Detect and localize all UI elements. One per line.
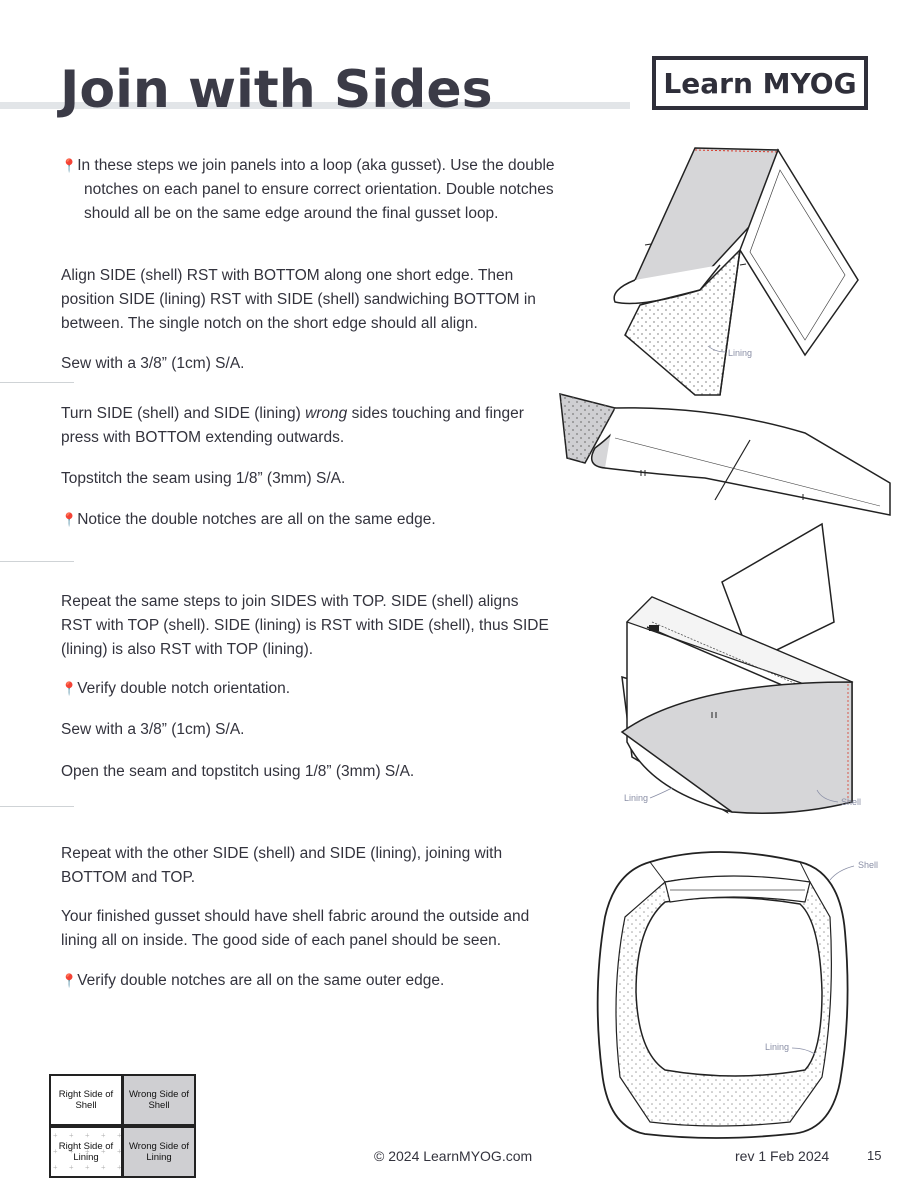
paragraph-repeat-top: Repeat the same steps to join SIDES with TOP. SIDE (shell) aligns RST with TOP (shell). SIDE (lining) is RST with SIDE (shell), thus SIDE (lining) is also RST with TOP (lining).	[61, 593, 549, 658]
illustration-finished-gusset	[590, 842, 890, 1142]
brand-logo: Learn MYOG	[652, 56, 868, 110]
legend-wrong-side-lining: Wrong Side of Lining	[122, 1126, 196, 1178]
paragraph-verify-outer: 📍Verify double notches are all on the same outer edge.	[61, 972, 445, 989]
pin-icon: 📍	[61, 158, 78, 173]
section-divider	[0, 382, 74, 383]
pin-icon: 📍	[61, 681, 78, 696]
lining-label: Lining	[624, 793, 649, 803]
paragraph-turn: Turn SIDE (shell) and SIDE (lining) wrong sides touching and finger press with BOTTOM extending outwards.	[61, 405, 524, 446]
paragraph-sew-2: Sew with a 3/8” (1cm) S/A.	[61, 721, 245, 738]
footer-revision: rev 1 Feb 2024	[735, 1148, 830, 1164]
lining-label: Lining	[728, 348, 753, 358]
paragraph-intro: 📍In these steps we join panels into a loop (aka gusset). Use the double notches on each panel to ensure correct orientation. Double notches should all be on the same edge around the final gusset loop.	[61, 157, 555, 222]
pin-icon: 📍	[61, 973, 78, 988]
shell-label: Shell	[841, 797, 862, 807]
legend-right-side-lining: Right Side of Lining	[49, 1126, 123, 1178]
paragraph-topstitch: Topstitch the seam using 1/8” (3mm) S/A.	[61, 470, 346, 487]
paragraph-notice: 📍Notice the double notches are all on the same edge.	[61, 511, 436, 528]
illustration-top-join	[612, 522, 872, 822]
shell-label: Shell	[858, 860, 879, 870]
paragraph-repeat-other: Repeat with the other SIDE (shell) and SIDE (lining), joining with BOTTOM and TOP.	[61, 845, 503, 886]
paragraph-verify-notch: 📍Verify double notch orientation.	[61, 680, 291, 697]
pin-icon: 📍	[61, 512, 78, 527]
legend-right-side-shell: Right Side of Shell	[49, 1074, 123, 1126]
page-number: 15	[867, 1148, 882, 1163]
illustration-side-bottom-join	[600, 140, 870, 400]
lining-label: Lining	[765, 1042, 790, 1052]
paragraph-sew-1: Sew with a 3/8” (1cm) S/A.	[61, 355, 245, 372]
paragraph-open-seam: Open the seam and topstitch using 1/8” (3mm) S/A.	[61, 763, 415, 780]
section-divider	[0, 806, 74, 807]
illustration-topstitch	[555, 388, 895, 520]
paragraph-align: Align SIDE (shell) RST with BOTTOM along one short edge. Then position SIDE (lining) RST with SIDE (shell) sandwiching BOTTOM in between. The single notch on the short edge should all align.	[61, 267, 536, 332]
paragraph-finished: Your finished gusset should have shell fabric around the outside and lining all on inside. The good side of each panel should be seen.	[61, 908, 530, 949]
bottom-panel-shape	[605, 408, 890, 515]
page-title: Join with Sides	[60, 60, 493, 120]
legend-wrong-side-shell: Wrong Side of Shell	[122, 1074, 196, 1126]
footer-copyright: © 2024 LearnMYOG.com	[374, 1148, 533, 1164]
section-divider	[0, 561, 74, 562]
